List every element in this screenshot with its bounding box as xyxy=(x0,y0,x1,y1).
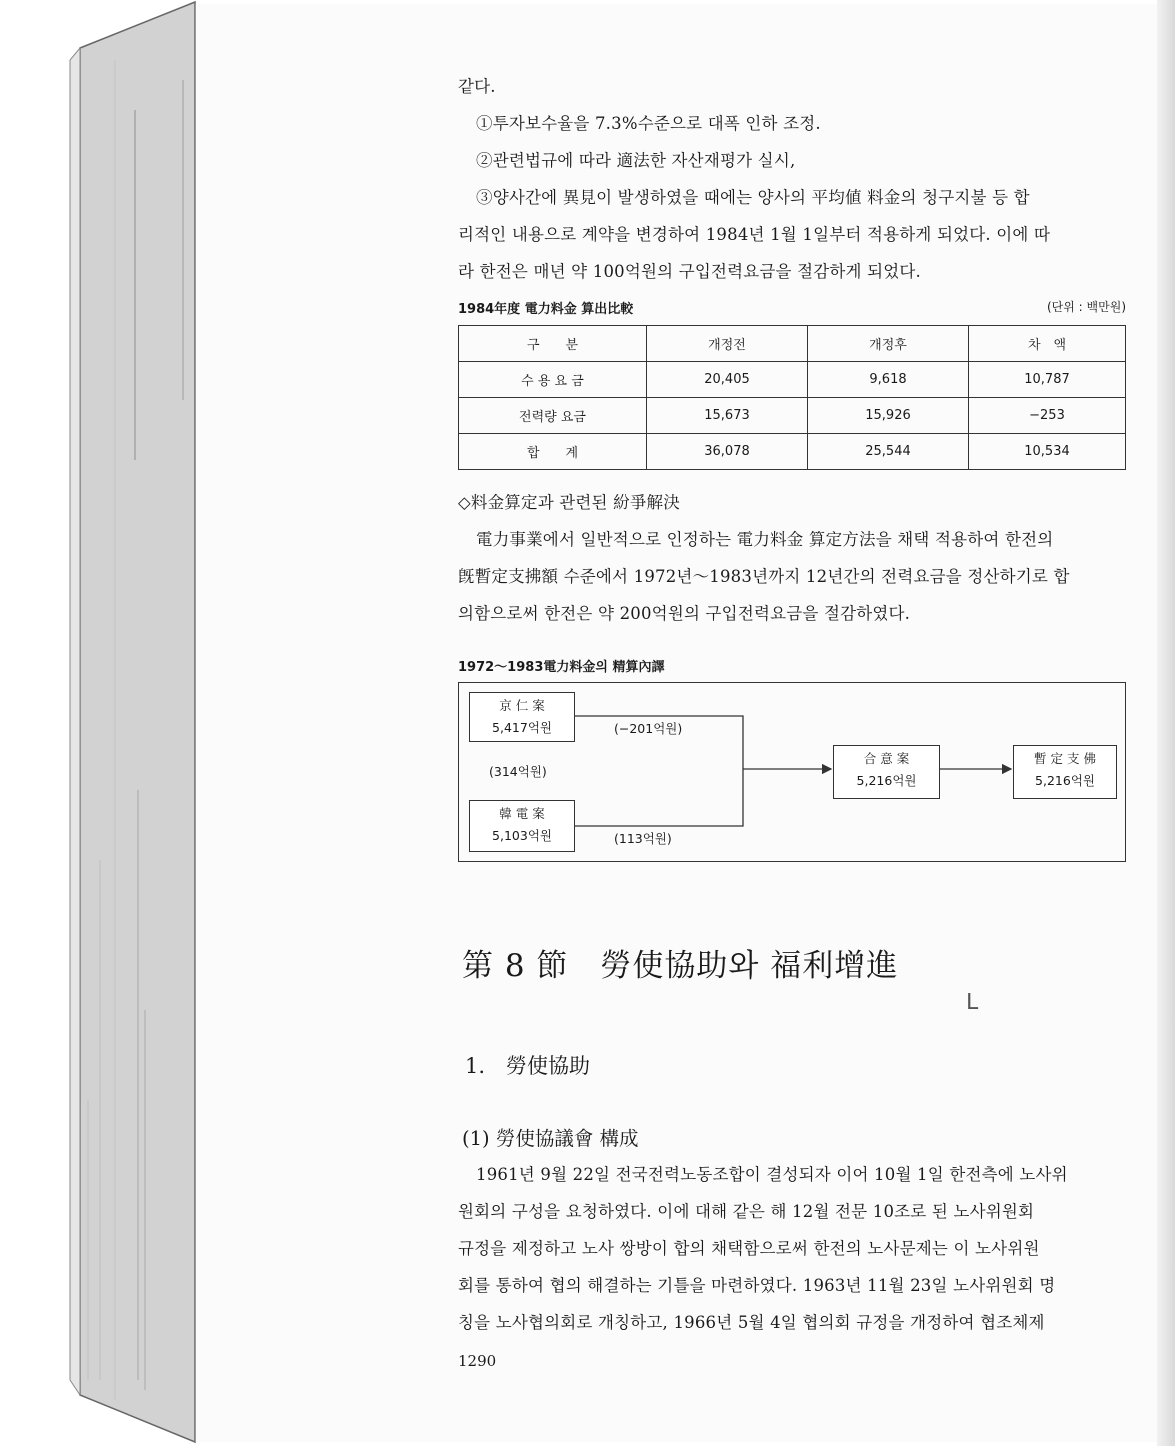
box-value: 5,417억원 xyxy=(492,720,552,735)
book-edge xyxy=(0,0,200,1446)
table-cell: 합 계 xyxy=(459,434,647,470)
table-cell: 수 용 요 금 xyxy=(459,362,647,398)
box-value: 5,103억원 xyxy=(492,828,552,843)
table-caption-text: 1984年度 電力料金 算出比較 xyxy=(458,302,634,317)
text-line: ③양사간에 異見이 발생하였을 때에는 양사의 平均値 料金의 청구지불 등 합 xyxy=(476,188,1030,207)
text-line: 의함으로써 한전은 약 200억원의 구입전력요금을 절감하였다. xyxy=(458,604,911,623)
table-row xyxy=(459,362,1126,398)
table-cell: −253 xyxy=(969,398,1126,434)
box-value: 5,216억원 xyxy=(1035,773,1095,788)
box-kepco-plan xyxy=(469,800,575,852)
table-header: 개정전 xyxy=(647,326,808,362)
text-line: 리적인 내용으로 계약을 변경하여 1984년 1월 1일부터 적용하게 되었다. 이에 따 xyxy=(458,225,1051,244)
subsubsection-title: (1) 勞使協議會 構成 xyxy=(462,1127,639,1150)
table-cell: 9,618 xyxy=(808,362,969,398)
table-unit: (단위 : 백만원) xyxy=(1047,300,1126,314)
table-cell: 15,673 xyxy=(647,398,808,434)
body-text-top xyxy=(458,68,1126,290)
page-number: 1290 xyxy=(458,1352,497,1370)
box-gyeongin-plan xyxy=(469,692,575,742)
fee-comparison-table xyxy=(458,325,1126,470)
section-title: 第 8 節 勞使協助와 福利增進 xyxy=(462,948,899,984)
body-text-bottom xyxy=(458,1156,1126,1341)
table-header-row xyxy=(459,326,1126,362)
section-heading: ◇料金算定과 관련된 紛爭解決 xyxy=(458,493,680,512)
table-cell: 10,787 xyxy=(969,362,1126,398)
pen-mark: ᒪ xyxy=(966,990,979,1015)
box-provisional-payment xyxy=(1013,745,1117,799)
table-header: 개정후 xyxy=(808,326,969,362)
text-line: ②관련법규에 따라 適法한 자산재평가 실시, xyxy=(476,151,796,170)
table-cell: 15,926 xyxy=(808,398,969,434)
text-line: 旣暫定支拂額 수준에서 1972년～1983년까지 12년간의 전력요금을 정산하기로 합 xyxy=(458,567,1070,586)
box-title: 合 意 案 xyxy=(863,751,910,766)
text-line: ①투자보수율을 7.3%수준으로 대폭 인하 조정. xyxy=(476,114,821,133)
text-line: 같다. xyxy=(458,77,496,96)
text-line: 원회의 구성을 요청하였다. 이에 대해 같은 해 12월 전문 10조로 된 노사위원회 xyxy=(458,1202,1035,1221)
table-caption xyxy=(458,298,1126,317)
box-agreement-plan xyxy=(833,745,940,799)
table-header: 차 액 xyxy=(969,326,1126,362)
diagram-caption: 1972～1983電力料金의 精算內譯 xyxy=(458,660,665,675)
table-cell: 20,405 xyxy=(647,362,808,398)
text-line: 칭을 노사협의회로 개칭하고, 1966년 5월 4일 협의회 규정을 개정하여 협조체제 xyxy=(458,1313,1045,1332)
text-line: 회를 통하여 협의 해결하는 기틀을 마련하였다. 1963년 11월 23일 노사위원회 명 xyxy=(458,1276,1056,1295)
right-page-edge xyxy=(1157,0,1175,1446)
box-title: 暫 定 支 佛 xyxy=(1034,751,1096,766)
subsection-title: 1. 勞使協助 xyxy=(465,1054,591,1078)
table-header: 구 분 xyxy=(459,326,647,362)
table-cell: 10,534 xyxy=(969,434,1126,470)
box-title: 京 仁 案 xyxy=(499,698,545,713)
table-cell: 25,544 xyxy=(808,434,969,470)
table-cell: 36,078 xyxy=(647,434,808,470)
text-line: 1961년 9월 22일 전국전력노동조합이 결성되자 이어 10월 1일 한전측에 노사위 xyxy=(476,1165,1068,1184)
body-text-middle xyxy=(458,484,1126,632)
diff-label-bottom: (113억원) xyxy=(614,831,672,846)
box-title: 韓 電 案 xyxy=(499,806,545,821)
settlement-diagram xyxy=(458,682,1126,862)
diff-label-top: (−201억원) xyxy=(614,721,683,736)
text-line: 電力事業에서 일반적으로 인정하는 電力料金 算定方法을 채택 적용하여 한전의 xyxy=(476,530,1054,549)
table-row xyxy=(459,434,1126,470)
table-row xyxy=(459,398,1126,434)
box-value: 5,216억원 xyxy=(856,773,917,788)
text-line: 라 한전은 매년 약 100억원의 구입전력요금을 절감하게 되었다. xyxy=(458,262,921,281)
text-line: 규정을 제정하고 노사 쌍방이 합의 채택함으로써 한전의 노사문제는 이 노사위원 xyxy=(458,1239,1040,1258)
diff-label-left: (314억원) xyxy=(489,764,547,779)
table-cell: 전력량 요금 xyxy=(459,398,647,434)
